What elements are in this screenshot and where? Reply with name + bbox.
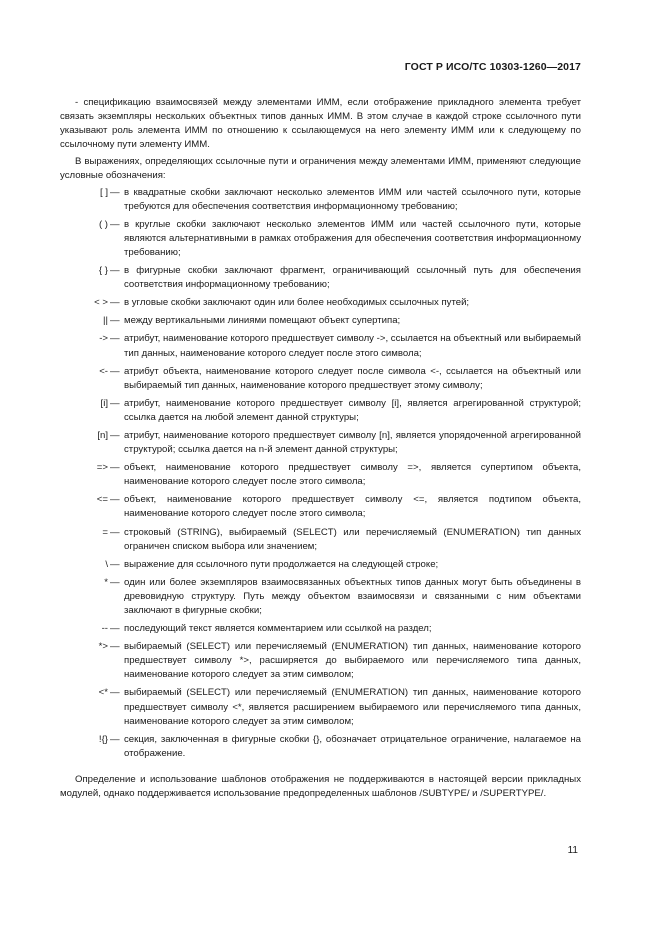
notation-dash: —	[110, 576, 120, 588]
notation-symbol: <*	[98, 687, 108, 699]
notation-item	[60, 558, 581, 572]
notation-dash: —	[110, 429, 120, 441]
notation-dash: —	[110, 641, 120, 653]
notation-symbol: < >	[94, 297, 108, 309]
notation-definition: один или более экземпляров взаимосвязанных объектных типов данных могут быть объединены в древовидную структуру. Путь между объектом взаимосвязи и связанными с ним объектами заключают в фигурные скобки;	[124, 576, 581, 616]
notation-symbol: [ ]	[100, 186, 108, 198]
notation-symbol: =>	[96, 462, 108, 474]
notation-symbol: [n]	[97, 429, 108, 441]
notation-dash: —	[110, 733, 120, 745]
notation-symbol: ( )	[98, 218, 108, 230]
notation-item	[60, 429, 581, 457]
notation-item	[60, 314, 581, 328]
notation-dash: —	[110, 397, 120, 409]
notation-item	[60, 397, 581, 425]
notation-dash: —	[110, 623, 120, 635]
notation-item	[60, 218, 581, 260]
notation-symbol: =	[102, 526, 108, 538]
notation-item	[60, 686, 581, 728]
notation-symbol: --	[101, 623, 108, 635]
notation-definition: атрибут объекта, наименование которого следует после символа <-, ссылается на объектный или выбираемый тип данных, наименование которого предшествует этому символу;	[124, 365, 581, 391]
notation-definition: атрибут, наименование которого предшествует символу [n], является упорядоченной агрегированной структурой; ссылка дается на n-й элемент данной структуры;	[124, 429, 581, 456]
notation-dash: —	[110, 315, 120, 327]
lead-paragraph: В выражениях, определяющих ссылочные пути и ограничения между элементами ИММ, применяют следующие условные обозначения:	[60, 156, 581, 182]
notation-symbol: !{}	[98, 733, 108, 745]
notation-item	[60, 264, 581, 292]
page-number: 11	[567, 845, 578, 856]
notation-item	[60, 296, 581, 310]
notation-definition: атрибут, наименование которого предшествует символу ->, ссылается на объектный или выбираемый тип данных, наименование которого следует после этого символа;	[124, 333, 581, 359]
notation-symbol: ||	[103, 315, 108, 327]
notation-definition: последующий текст является комментарием или ссылкой на раздел;	[124, 623, 432, 635]
notation-symbol: \	[105, 558, 108, 570]
notation-item	[60, 461, 581, 489]
notation-symbol: ->	[99, 333, 108, 345]
notation-definition: в угловые скобки заключают один или более необходимых ссылочных путей;	[124, 297, 470, 309]
page-body	[60, 96, 581, 801]
notation-definition: между вертикальными линиями помещают объект супертипа;	[124, 315, 401, 327]
notation-symbol: <=	[96, 494, 108, 506]
notation-symbol: [i]	[100, 397, 108, 409]
notation-dash: —	[110, 462, 120, 474]
notation-definition: в фигурные скобки заключают фрагмент, ограничивающий ссылочный путь для обеспечения соответствия информационному требованию;	[124, 265, 581, 291]
notation-item	[60, 365, 581, 393]
notation-dash: —	[110, 297, 120, 309]
notation-item	[60, 332, 581, 360]
notation-symbol: *>	[98, 641, 108, 653]
notation-dash: —	[110, 265, 120, 277]
notation-dash: —	[110, 494, 120, 506]
notation-list	[60, 186, 581, 761]
notation-dash: —	[110, 333, 120, 345]
dash-list-item: - спецификацию взаимосвязей между элементами ИММ, если отображение прикладного элемента требует связать экземпляры нескольких объектных типов данных ИММ. В этом случае в каждой строке ссылочного пути указывают роль элемента ИММ по отношению к ссылающемуся на него элементу ИММ или к следующему по ссылочному пути элементу ИММ.	[60, 97, 581, 151]
notation-definition: объект, наименование которого предшествует символу =>, является супертипом объекта, наименование которого следует после этого символа;	[124, 462, 581, 488]
notation-item	[60, 733, 581, 761]
notation-dash: —	[110, 365, 120, 377]
notation-dash: —	[110, 687, 120, 699]
notation-dash: —	[110, 186, 120, 198]
notation-dash: —	[110, 218, 120, 230]
notation-item	[60, 576, 581, 618]
notation-symbol: <-	[99, 365, 108, 377]
notation-definition: выбираемый (SELECT) или перечисляемый (ENUMERATION) тип данных, наименование которого предшествует символу *>, расширяется до выбираемого или перечисляемого типа данных, наименование которого следует за этим символом;	[124, 641, 581, 681]
notation-dash: —	[110, 558, 120, 570]
notation-definition: строковый (STRING), выбираемый (SELECT) или перечисляемый (ENUMERATION) тип данных ограничен списком выбора или значением;	[124, 526, 581, 552]
notation-definition: объект, наименование которого предшествует символу <=, является подтипом объекта, наименование которого следует после этого символа;	[124, 494, 581, 520]
notation-item	[60, 493, 581, 521]
notation-dash: —	[110, 526, 120, 538]
notation-item	[60, 622, 581, 636]
document-header: ГОСТ Р ИСО/ТС 10303-1260—2017	[404, 61, 581, 73]
notation-definition: в квадратные скобки заключают несколько элементов ИММ или частей ссылочного пути, которые требуются для обеспечения соответствия информационному требованию;	[124, 186, 581, 212]
notation-symbol: *	[104, 576, 108, 588]
notation-definition: выражение для ссылочного пути продолжается на следующей строке;	[124, 558, 439, 570]
notation-definition: атрибут, наименование которого предшествует символу [i], является агрегированной структурой; ссылка дается на любой элемент данной структуры;	[124, 397, 581, 423]
notation-item	[60, 526, 581, 554]
notation-definition: выбираемый (SELECT) или перечисляемый (ENUMERATION) тип данных, наименование которого предшествует символу <*, является расширением выбираемого или перечисляемого типа данных, наименование которого следует за этим символом;	[124, 687, 581, 727]
closing-paragraph: Определение и использование шаблонов отображения не поддерживаются в настоящей версии прикладных модулей, однако поддерживается использование предопределенных шаблонов /SUBTYPE/ и /SUPERTYPE/.	[60, 773, 581, 800]
notation-item	[60, 186, 581, 214]
notation-definition: в круглые скобки заключают несколько элементов ИММ или частей ссылочного пути, которые являются альтернативными в рамках отображения для обеспечения соответствия информационному требованию;	[124, 218, 581, 258]
notation-definition: секция, заключенная в фигурные скобки {}, обозначает отрицательное ограничение, налагаемое на отображение.	[124, 733, 581, 759]
notation-item	[60, 640, 581, 682]
notation-symbol: { }	[98, 265, 108, 277]
